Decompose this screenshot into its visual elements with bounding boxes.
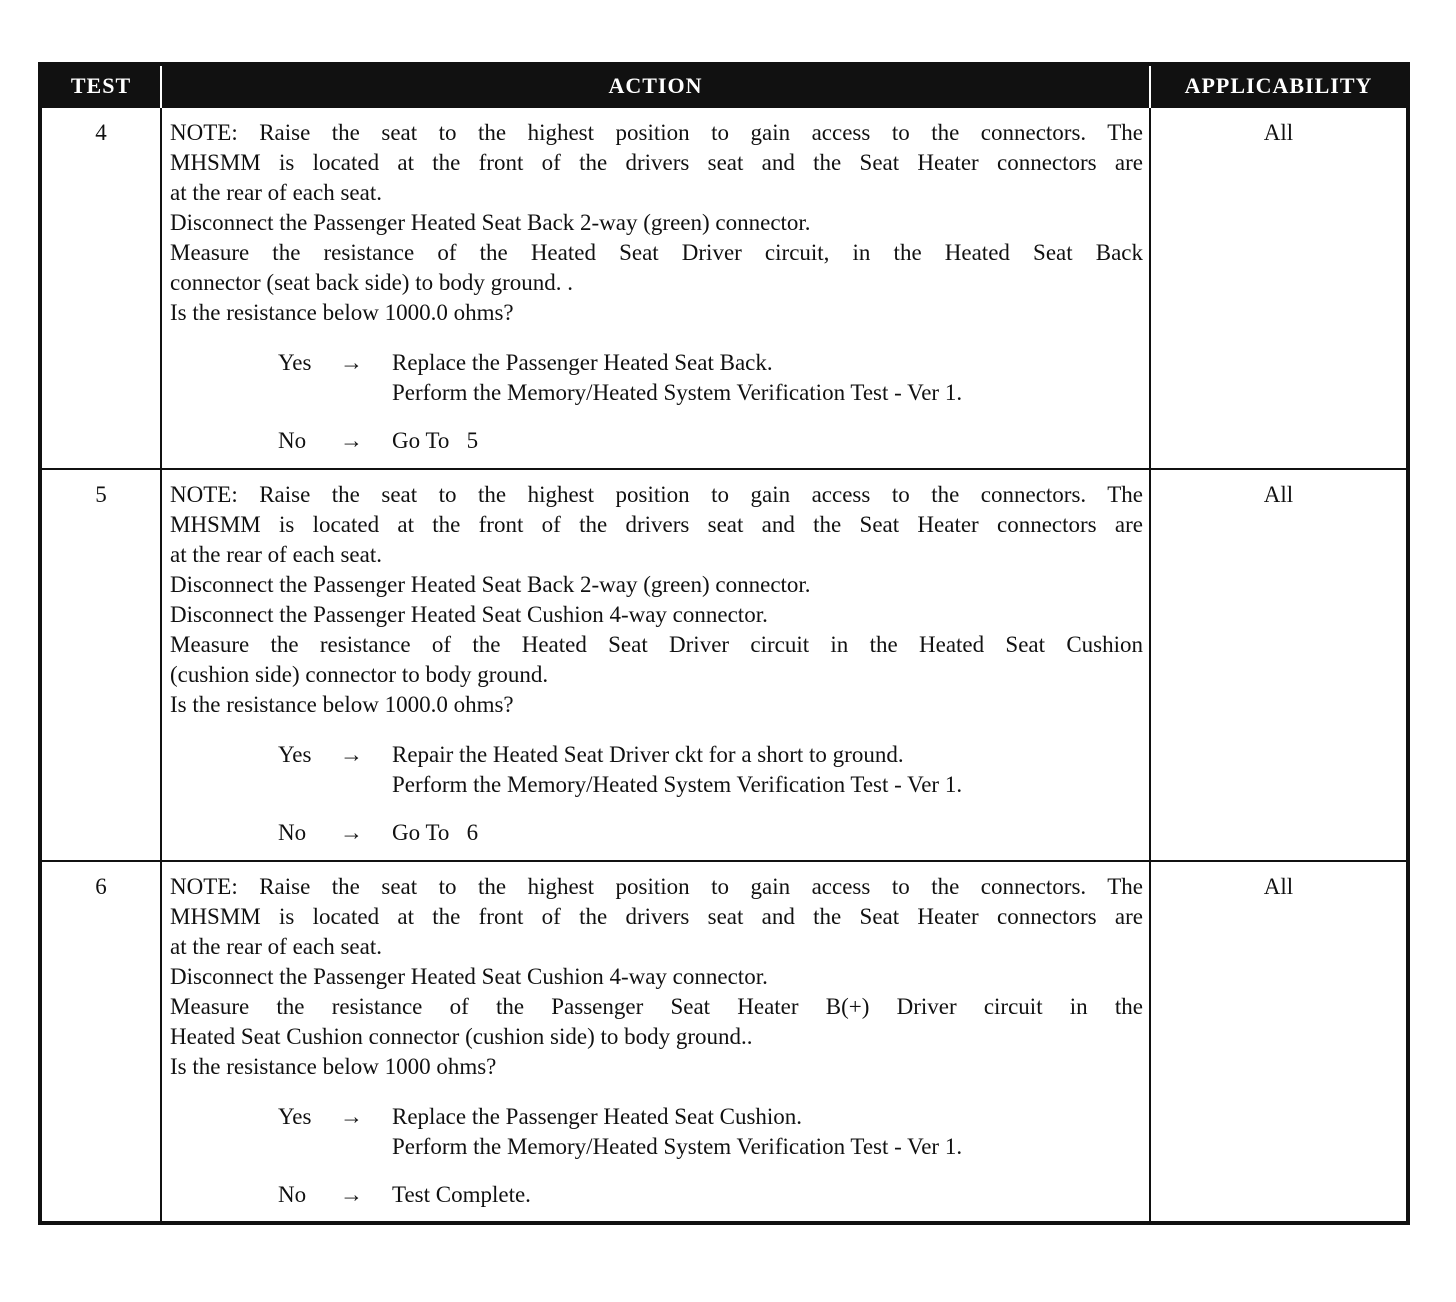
yes-response	[278, 740, 1143, 800]
diagnostic-test-table	[38, 62, 1410, 1225]
action-line: Is the resistance below 1000.0 ohms?	[170, 692, 514, 717]
action-line: at the rear of each seat.	[170, 934, 382, 959]
yes-label: Yes	[278, 742, 312, 767]
right-arrow-icon: →	[340, 742, 363, 767]
action-line: Heated Seat Cushion connector (cushion side) to body ground..	[170, 1024, 753, 1049]
action-line: Disconnect the Passenger Heated Seat Cushion 4-way connector.	[170, 964, 768, 989]
yes-response	[278, 1102, 1143, 1162]
no-label: No	[278, 428, 307, 453]
no-response	[278, 818, 1143, 848]
action-line: Measure the resistance of the Heated Seat Driver circuit in the Heated Seat Cushion	[170, 632, 1143, 657]
test-number: 5	[40, 469, 161, 861]
header-applicability: APPLICABILITY	[1150, 64, 1408, 107]
yes-label: Yes	[278, 1104, 312, 1129]
test-number: 4	[40, 107, 161, 469]
action-line: Measure the resistance of the Heated Seat Driver circuit, in the Heated Seat Back	[170, 240, 1143, 265]
yes-label: Yes	[278, 350, 312, 375]
action-line: Is the resistance below 1000.0 ohms?	[170, 300, 514, 325]
action-line: MHSMM is located at the front of the drivers seat and the Seat Heater connectors are	[170, 150, 1143, 175]
right-arrow-icon: →	[340, 428, 363, 453]
header-test: TEST	[40, 64, 161, 107]
action-line: Measure the resistance of the Passenger Seat Heater B(+) Driver circuit in the	[170, 994, 1143, 1019]
no-instruction: Go To 6	[392, 820, 479, 845]
right-arrow-icon: →	[340, 1182, 363, 1207]
action-line: Disconnect the Passenger Heated Seat Back 2-way (green) connector.	[170, 210, 811, 235]
action-line: (cushion side) connector to body ground.	[170, 662, 549, 687]
action-line: NOTE: Raise the seat to the highest position to gain access to the connectors. The	[170, 874, 1143, 899]
yes-instructions	[392, 348, 1143, 408]
header-action: ACTION	[161, 64, 1150, 107]
applicability-value: All	[1150, 469, 1408, 861]
action-line: Disconnect the Passenger Heated Seat Cushion 4-way connector.	[170, 602, 768, 627]
yes-line: Perform the Memory/Heated System Verification Test - Ver 1.	[392, 1134, 963, 1159]
no-label: No	[278, 820, 307, 845]
yes-response	[278, 348, 1143, 408]
right-arrow-icon: →	[340, 820, 363, 845]
applicability-value: All	[1150, 861, 1408, 1223]
yes-line: Replace the Passenger Heated Seat Cushion.	[392, 1104, 803, 1129]
yes-instructions	[392, 740, 1143, 800]
yes-line: Repair the Heated Seat Driver ckt for a short to ground.	[392, 742, 904, 767]
action-line: at the rear of each seat.	[170, 542, 382, 567]
action-line: Disconnect the Passenger Heated Seat Back 2-way (green) connector.	[170, 572, 811, 597]
no-response	[278, 426, 1143, 456]
applicability-value: All	[1150, 107, 1408, 469]
action-line: at the rear of each seat.	[170, 180, 382, 205]
table-row	[40, 107, 1408, 469]
no-instruction: Test Complete.	[392, 1182, 531, 1207]
no-response	[278, 1180, 1143, 1210]
yes-line: Replace the Passenger Heated Seat Back.	[392, 350, 773, 375]
action-cell	[161, 861, 1150, 1223]
action-cell	[161, 469, 1150, 861]
table-row	[40, 469, 1408, 861]
yes-line: Perform the Memory/Heated System Verification Test - Ver 1.	[392, 380, 963, 405]
action-line: NOTE: Raise the seat to the highest position to gain access to the connectors. The	[170, 482, 1143, 507]
table-row	[40, 861, 1408, 1223]
action-line: connector (seat back side) to body ground. .	[170, 270, 574, 295]
right-arrow-icon: →	[340, 1104, 363, 1129]
action-line: NOTE: Raise the seat to the highest position to gain access to the connectors. The	[170, 120, 1143, 145]
table-header-row	[40, 64, 1408, 107]
yes-line: Perform the Memory/Heated System Verification Test - Ver 1.	[392, 772, 963, 797]
right-arrow-icon: →	[340, 350, 363, 375]
test-number: 6	[40, 861, 161, 1223]
no-label: No	[278, 1182, 307, 1207]
action-cell	[161, 107, 1150, 469]
action-line: MHSMM is located at the front of the drivers seat and the Seat Heater connectors are	[170, 512, 1143, 537]
yes-instructions	[392, 1102, 1143, 1162]
no-instruction: Go To 5	[392, 428, 479, 453]
action-line: Is the resistance below 1000 ohms?	[170, 1054, 497, 1079]
action-line: MHSMM is located at the front of the drivers seat and the Seat Heater connectors are	[170, 904, 1143, 929]
